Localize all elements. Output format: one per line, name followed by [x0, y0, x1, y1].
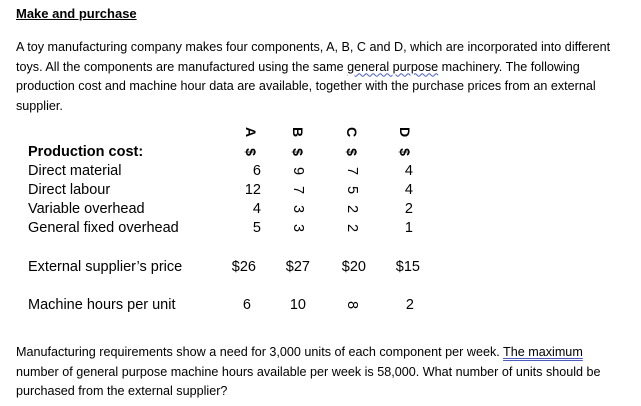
heading: Make and purchase — [16, 6, 137, 21]
cell-external-price-c: $20 — [341, 259, 366, 275]
intro-text-2: machinery. The following production cost and machine hour data are available, together with the purchase prices from an external supplier. — [16, 59, 596, 113]
cell-external-price-a: $26 — [231, 259, 256, 275]
currency-a: $ — [243, 148, 259, 156]
row-label-direct-material: Direct material — [28, 163, 122, 179]
row-label-machine-hours: Machine hours per unit — [28, 297, 176, 313]
row-label-general-fixed-overhead: General fixed overhead — [28, 220, 179, 236]
cell-direct-labour-c: 5 — [344, 185, 360, 195]
cell-general-fixed-overhead-c: 2 — [344, 223, 360, 233]
cell-machine-hours-a: 6 — [242, 297, 251, 313]
cell-machine-hours-d: 2 — [405, 297, 414, 313]
cell-direct-material-c: 7 — [344, 166, 360, 176]
row-label-direct-labour: Direct labour — [28, 182, 111, 198]
column-header-b: B — [290, 126, 306, 138]
cell-external-price-d: $15 — [395, 259, 420, 275]
row-label-external-price: External supplier’s price — [28, 259, 183, 275]
currency-b: $ — [290, 148, 306, 156]
cell-direct-labour-b: 7 — [290, 185, 306, 195]
currency-d: $ — [397, 148, 413, 156]
cell-variable-overhead-b: 3 — [290, 204, 306, 214]
column-header-c: C — [344, 126, 360, 138]
currency-c: $ — [344, 148, 360, 156]
cell-direct-labour-a: 12 — [244, 182, 261, 198]
intro-text-1: A toy manufacturing company makes four components, A, B, C and D, which are incorporated into different toys. All the components are manufactured using the same — [16, 40, 611, 74]
cell-machine-hours-c: 8 — [344, 300, 360, 310]
cell-external-price-b: $27 — [285, 259, 310, 275]
closing-text-1: Manufacturing requirements show a need for 3,000 units of each component per week. — [16, 345, 504, 359]
cell-general-fixed-overhead-d: 1 — [404, 220, 413, 236]
production-cost-label: Production cost: — [28, 144, 144, 160]
cell-machine-hours-b: 10 — [289, 297, 306, 313]
column-header-d: D — [397, 126, 413, 138]
cell-variable-overhead-d: 2 — [404, 201, 413, 217]
column-header-a: A — [243, 126, 259, 138]
closing-underlined-text: The maximum — [503, 345, 583, 359]
closing-text-2: number of general purpose machine hours available per week is 58,000. What number of units should be purchased from the external supplier? — [16, 364, 601, 398]
cell-direct-material-d: 4 — [404, 163, 413, 179]
cell-variable-overhead-a: 4 — [252, 201, 261, 217]
intro-wavy-text: general purpose — [347, 59, 439, 74]
cell-variable-overhead-c: 2 — [344, 204, 360, 214]
cell-general-fixed-overhead-b: 3 — [290, 223, 306, 233]
cell-direct-labour-d: 4 — [404, 182, 413, 198]
cell-direct-material-b: 9 — [290, 166, 306, 176]
cell-general-fixed-overhead-a: 5 — [252, 220, 261, 236]
closing-paragraph — [16, 343, 626, 402]
cell-direct-material-a: 6 — [252, 163, 261, 179]
row-label-variable-overhead: Variable overhead — [28, 201, 145, 217]
